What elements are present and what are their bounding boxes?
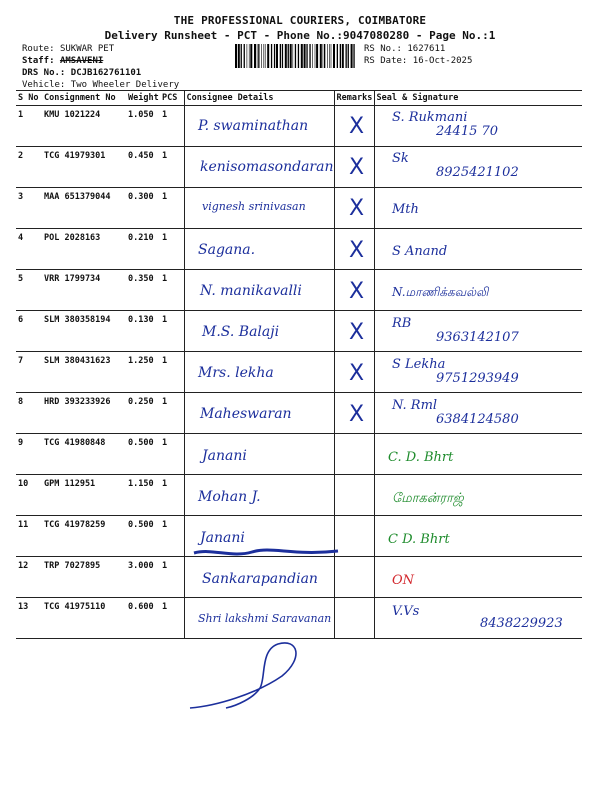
handwritten-phone: 8438229923 — [480, 616, 563, 632]
row-sno: 2 — [16, 147, 42, 188]
drs-value: DCJB162761101 — [70, 68, 142, 78]
row-weight: 1.050 — [126, 106, 160, 147]
vehicle-value: Two Wheeler Delivery — [70, 80, 180, 90]
row-consignment-no: TCG 41978259 — [42, 516, 126, 557]
handwritten-consignee: Maheswaran — [200, 406, 292, 423]
handwritten-seal: N.மாணிக்கவல்லி — [392, 284, 489, 299]
handwritten-phone: 9751293949 — [436, 371, 519, 387]
row-pcs: 1 — [160, 557, 184, 598]
rs-date-label: RS Date: — [364, 56, 408, 66]
row-remarks — [334, 434, 374, 475]
handwritten-seal: V.Vs — [392, 604, 420, 620]
table-header-row — [16, 91, 582, 106]
handwritten-consignee: Sankarapandian — [202, 571, 318, 588]
handwritten-seal: RB — [392, 316, 412, 331]
rs-date-value: 16-Oct-2025 — [412, 56, 473, 66]
row-consignment-no: GPM 112951 — [42, 475, 126, 516]
handwritten-seal: C D. Bhrt — [388, 532, 450, 547]
row-pcs: 1 — [160, 352, 184, 393]
handwritten-consignee: Mohan J. — [198, 488, 261, 505]
handwritten-phone: 24415 70 — [436, 124, 499, 139]
row-weight: 3.000 — [126, 557, 160, 598]
route-line — [22, 44, 114, 55]
handwritten-remark: X — [349, 320, 365, 345]
handwritten-consignee: P. swaminathan — [198, 118, 309, 134]
handwritten-seal: மோகன்ராஜ் — [392, 490, 464, 506]
row-weight: 0.600 — [126, 598, 160, 639]
route-value: SUKWAR PET — [59, 44, 115, 54]
row-consignment-no: TRP 7027895 — [42, 557, 126, 598]
col-header-pcs: PCS — [160, 91, 184, 106]
scribble-strike — [192, 546, 342, 560]
handwritten-seal: C. D. Bhrt — [388, 449, 454, 465]
row-weight: 0.500 — [126, 434, 160, 475]
rs-no-value: 1627611 — [407, 44, 446, 54]
row-weight: 0.300 — [126, 188, 160, 229]
row-weight: 0.500 — [126, 516, 160, 557]
table-row — [16, 475, 582, 516]
row-sno: 5 — [16, 270, 42, 311]
row-sno: 4 — [16, 229, 42, 270]
handwritten-phone: 8925421102 — [436, 165, 519, 181]
staff-label: Staff: — [22, 56, 55, 66]
row-sno: 13 — [16, 598, 42, 639]
handwritten-seal: S Lekha — [392, 357, 446, 373]
row-pcs: 1 — [160, 270, 184, 311]
handwritten-remark: X — [349, 278, 365, 304]
col-header-weight: Weight — [126, 91, 160, 106]
row-weight: 0.210 — [126, 229, 160, 270]
handwritten-phone: 9363142107 — [436, 330, 519, 345]
rs-no-line — [364, 44, 445, 55]
row-consignment-no: TCG 41975110 — [42, 598, 126, 639]
row-pcs: 1 — [160, 598, 184, 639]
handwritten-remark: X — [349, 155, 365, 181]
handwritten-consignee: Janani — [202, 447, 247, 464]
row-remarks — [334, 598, 374, 639]
row-pcs: 1 — [160, 311, 184, 352]
row-consignment-no: MAA 651379044 — [42, 188, 126, 229]
staff-line — [22, 56, 103, 67]
row-weight: 0.130 — [126, 311, 160, 352]
handwritten-consignee: M.S. Balaji — [202, 324, 280, 340]
route-label: Route: — [22, 44, 55, 54]
handwritten-consignee: vignesh srinivasan — [202, 200, 306, 214]
handwritten-seal: Sk — [392, 151, 409, 167]
handwritten-seal: N. Rml — [392, 398, 438, 414]
rs-date-line — [364, 56, 472, 67]
row-pcs: 1 — [160, 475, 184, 516]
col-header-remarks: Remarks — [334, 91, 374, 106]
row-pcs: 1 — [160, 393, 184, 434]
runsheet-subtitle: Delivery Runsheet - PCT - Phone No.:9047080280 - Page No.:1 — [104, 29, 496, 42]
handwritten-consignee: Mrs. lekha — [198, 365, 274, 382]
row-sno: 3 — [16, 188, 42, 229]
row-weight: 0.250 — [126, 393, 160, 434]
row-consignment-no: POL 2028163 — [42, 229, 126, 270]
row-pcs: 1 — [160, 147, 184, 188]
row-pcs: 1 — [160, 188, 184, 229]
col-header-consignment: Consignment No — [42, 91, 126, 106]
handwritten-seal: S Anand — [392, 243, 448, 259]
col-header-seal: Seal & Signature — [374, 91, 582, 106]
barcode-image — [233, 44, 357, 68]
company-title: THE PROFESSIONAL COURIERS, COIMBATORE — [173, 14, 427, 27]
row-remarks — [334, 475, 374, 516]
col-header-sno: S No — [16, 91, 42, 106]
row-sno: 11 — [16, 516, 42, 557]
handwritten-phone: 6384124580 — [436, 412, 519, 428]
row-pcs: 1 — [160, 229, 184, 270]
row-sno: 6 — [16, 311, 42, 352]
row-consignment-no: TCG 41980848 — [42, 434, 126, 475]
drs-label: DRS No.: — [22, 68, 66, 78]
row-pcs: 1 — [160, 106, 184, 147]
handwritten-remark: X — [349, 114, 365, 139]
row-weight: 0.350 — [126, 270, 160, 311]
handwritten-flourish — [186, 636, 306, 716]
handwritten-seal: S. Rukmani — [392, 110, 468, 125]
handwritten-remark: X — [349, 402, 365, 428]
row-consignment-no: SLM 380358194 — [42, 311, 126, 352]
row-sno: 10 — [16, 475, 42, 516]
row-consignment-no: VRR 1799734 — [42, 270, 126, 311]
staff-value: AMSAVENI — [59, 56, 104, 66]
drs-line — [22, 68, 141, 79]
row-consignment-no: SLM 380431623 — [42, 352, 126, 393]
handwritten-consignee: Janani — [200, 530, 245, 546]
vehicle-label: Vehicle: — [22, 80, 66, 90]
row-pcs: 1 — [160, 434, 184, 475]
handwritten-consignee: kenisomasondaran — [200, 159, 334, 176]
row-sno: 1 — [16, 106, 42, 147]
row-weight: 0.450 — [126, 147, 160, 188]
handwritten-remark: X — [349, 196, 365, 222]
handwritten-seal: ON — [392, 573, 415, 589]
row-consignment-no: HRD 393233926 — [42, 393, 126, 434]
row-pcs: 1 — [160, 516, 184, 557]
row-weight: 1.150 — [126, 475, 160, 516]
col-header-consignee: Consignee Details — [184, 91, 334, 106]
handwritten-consignee: N. manikavalli — [200, 282, 302, 299]
row-consignment-no: KMU 1021224 — [42, 106, 126, 147]
row-sno: 7 — [16, 352, 42, 393]
row-weight: 1.250 — [126, 352, 160, 393]
handwritten-remark: X — [349, 361, 365, 387]
rs-no-label: RS No.: — [364, 44, 402, 54]
row-sno: 8 — [16, 393, 42, 434]
table-row — [16, 434, 582, 475]
handwritten-consignee: Sagana. — [198, 241, 256, 258]
handwritten-remark: X — [349, 237, 365, 263]
row-remarks — [334, 557, 374, 598]
handwritten-consignee: Shri lakshmi Saravanan — [198, 612, 332, 626]
row-consignment-no: TCG 41979301 — [42, 147, 126, 188]
row-sno: 12 — [16, 557, 42, 598]
table-row — [16, 229, 582, 270]
row-sno: 9 — [16, 434, 42, 475]
handwritten-seal: Mth — [392, 202, 419, 218]
